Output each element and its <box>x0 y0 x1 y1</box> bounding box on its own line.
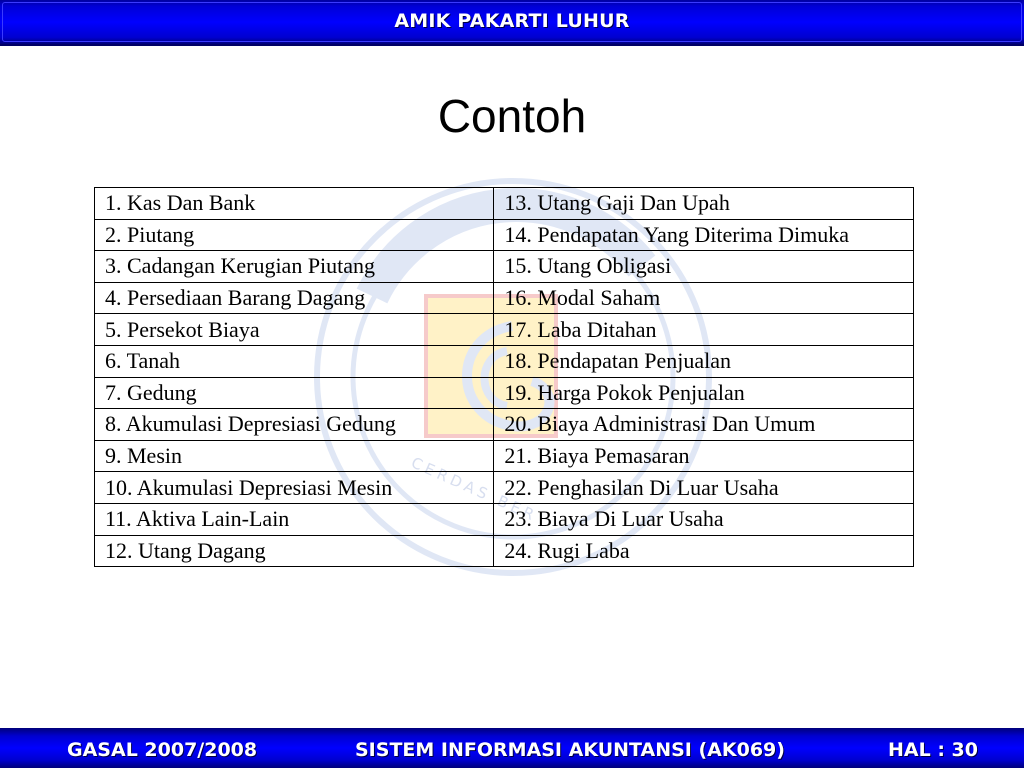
account-list-table <box>94 187 914 567</box>
account-cell-left: 7. Gedung <box>95 377 494 409</box>
account-cell-right: 13. Utang Gaji Dan Upah <box>494 188 914 220</box>
account-cell-right: 22. Penghasilan Di Luar Usaha <box>494 472 914 504</box>
account-cell-left: 4. Persediaan Barang Dagang <box>95 282 494 314</box>
account-cell-right: 15. Utang Obligasi <box>494 251 914 283</box>
account-cell-left: 12. Utang Dagang <box>95 535 494 567</box>
table-row <box>95 535 914 567</box>
table-row <box>95 440 914 472</box>
table-row <box>95 219 914 251</box>
account-cell-right: 23. Biaya Di Luar Usaha <box>494 503 914 535</box>
account-cell-left: 10. Akumulasi Depresiasi Mesin <box>95 472 494 504</box>
account-cell-right: 19. Harga Pokok Penjualan <box>494 377 914 409</box>
header-bar <box>0 0 1024 46</box>
watermark-ring-text: CERDAS BER <box>408 453 541 526</box>
table-row <box>95 503 914 535</box>
account-list-body <box>95 188 914 567</box>
account-cell-left: 8. Akumulasi Depresiasi Gedung <box>95 409 494 441</box>
account-cell-left: 3. Cadangan Kerugian Piutang <box>95 251 494 283</box>
account-cell-left: 5. Persekot Biaya <box>95 314 494 346</box>
account-cell-right: 21. Biaya Pemasaran <box>494 440 914 472</box>
table-row <box>95 188 914 220</box>
table-row <box>95 472 914 504</box>
footer-course: SISTEM INFORMASI AKUNTANSI (AK069) <box>355 739 785 761</box>
account-cell-right: 14. Pendapatan Yang Diterima Dimuka <box>494 219 914 251</box>
footer-page-number: HAL : 30 <box>888 739 978 761</box>
footer-bar <box>0 728 1024 768</box>
header-title: AMIK PAKARTI LUHUR <box>394 10 630 32</box>
account-cell-right: 20. Biaya Administrasi Dan Umum <box>494 409 914 441</box>
account-cell-left: 2. Piutang <box>95 219 494 251</box>
account-cell-right: 17. Laba Ditahan <box>494 314 914 346</box>
account-cell-left: 1. Kas Dan Bank <box>95 188 494 220</box>
account-cell-left: 9. Mesin <box>95 440 494 472</box>
table-row <box>95 314 914 346</box>
account-cell-right: 16. Modal Saham <box>494 282 914 314</box>
table-row <box>95 377 914 409</box>
footer-semester: GASAL 2007/2008 <box>67 739 258 761</box>
account-cell-right: 24. Rugi Laba <box>494 535 914 567</box>
account-cell-left: 6. Tanah <box>95 345 494 377</box>
account-cell-left: 11. Aktiva Lain-Lain <box>95 503 494 535</box>
table-row <box>95 282 914 314</box>
table-row <box>95 409 914 441</box>
account-cell-right: 18. Pendapatan Penjualan <box>494 345 914 377</box>
table-row <box>95 251 914 283</box>
table-row <box>95 345 914 377</box>
slide-title: Contoh <box>437 90 587 142</box>
